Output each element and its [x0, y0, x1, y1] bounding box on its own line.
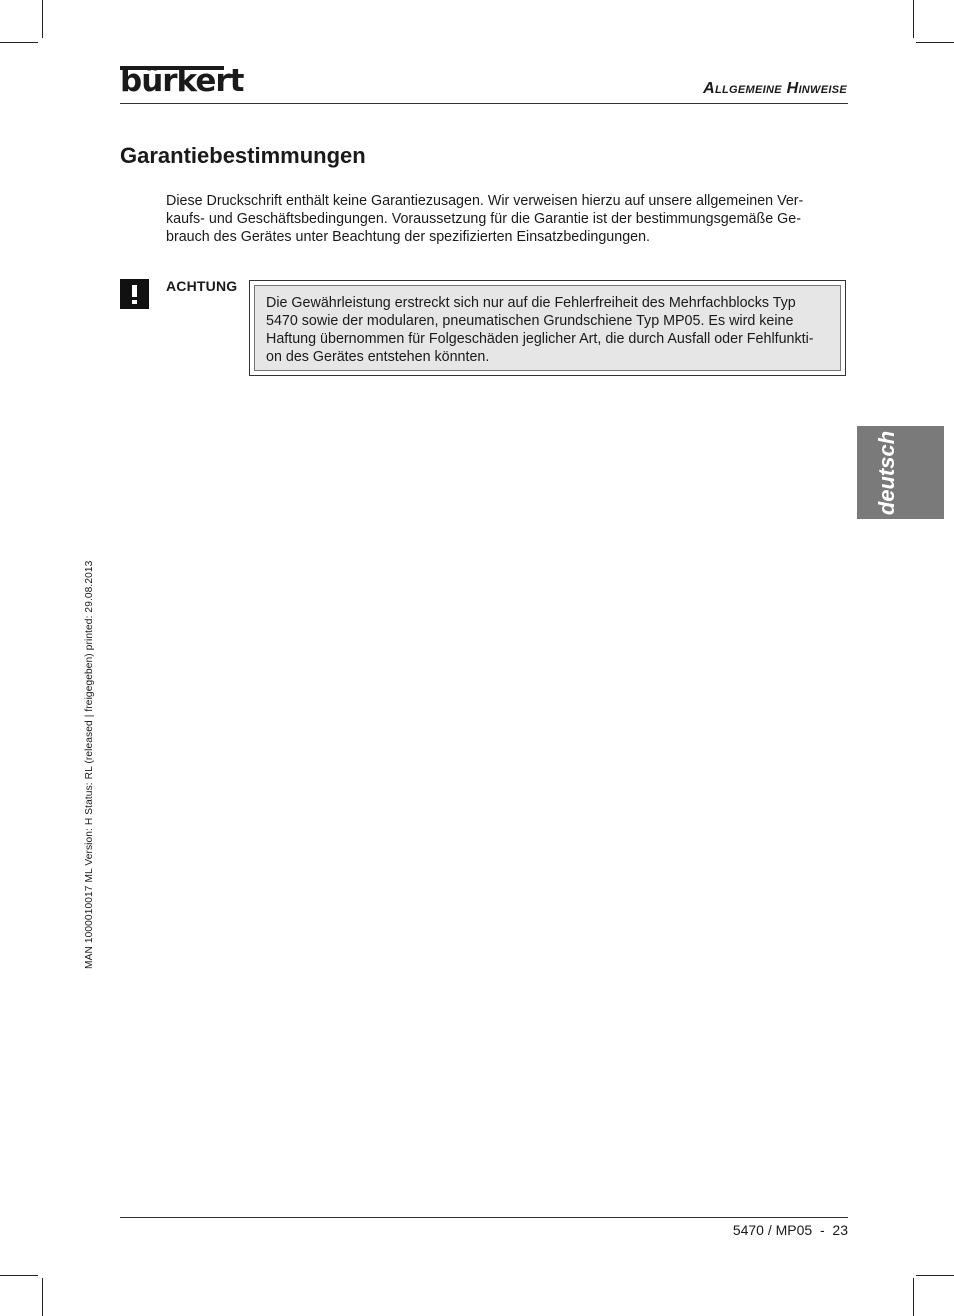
header-divider: [120, 103, 848, 104]
crop-mark: [916, 1275, 954, 1276]
section-title: Allgemeine Hinweise: [703, 80, 847, 97]
crop-mark: [916, 42, 954, 43]
warning-line: on des Gerätes entstehen könnten.: [266, 349, 490, 365]
exclamation-icon: [120, 279, 149, 309]
intro-line: brauch des Gerätes unter Beachtung der spezifizierten Einsatzbedingungen.: [166, 229, 651, 245]
warning-line: Haftung übernommen für Folgeschäden jeglicher Art, die durch Ausfall oder Fehlfunkti-: [266, 331, 814, 347]
intro-line: Diese Druckschrift enthält keine Garantiezusagen. Wir verweisen hierzu auf unsere allgemeinen Ver-: [166, 193, 804, 209]
crop-mark: [42, 1278, 43, 1316]
warning-box: [249, 280, 846, 376]
warning-text: [266, 294, 814, 366]
footer-divider: [120, 1217, 848, 1218]
language-tab: [857, 426, 944, 519]
crop-mark: [0, 1275, 38, 1276]
crop-mark: [0, 42, 38, 43]
crop-mark: [42, 0, 43, 38]
intro-paragraph: [166, 192, 828, 246]
intro-line: kaufs- und Geschäftsbedingungen. Voraussetzung für die Garantie ist der bestimmungsgemäße Ge-: [166, 211, 801, 227]
brand-logo: bürkert: [120, 63, 244, 99]
page-title: Garantiebestimmungen: [120, 143, 366, 168]
language-tab-label: deutsch: [874, 430, 899, 516]
warning-line: 5470 sowie der modularen, pneumatischen Grundschiene Typ MP05. Es wird keine: [266, 313, 794, 329]
warning-label: ACHTUNG: [166, 278, 238, 294]
crop-mark: [913, 0, 914, 38]
warning-box-inner: [254, 285, 841, 371]
warning-line: Die Gewährleistung erstreckt sich nur auf die Fehlerfreiheit des Mehrfachblocks Typ: [266, 295, 796, 311]
page-reference: 5470 / MP05 - 23: [732, 1222, 848, 1238]
crop-mark: [913, 1278, 914, 1316]
document-metadata: MAN 1000010017 ML Version: H Status: RL (released | freigegeben) printed: 29.08.2013: [84, 560, 95, 969]
